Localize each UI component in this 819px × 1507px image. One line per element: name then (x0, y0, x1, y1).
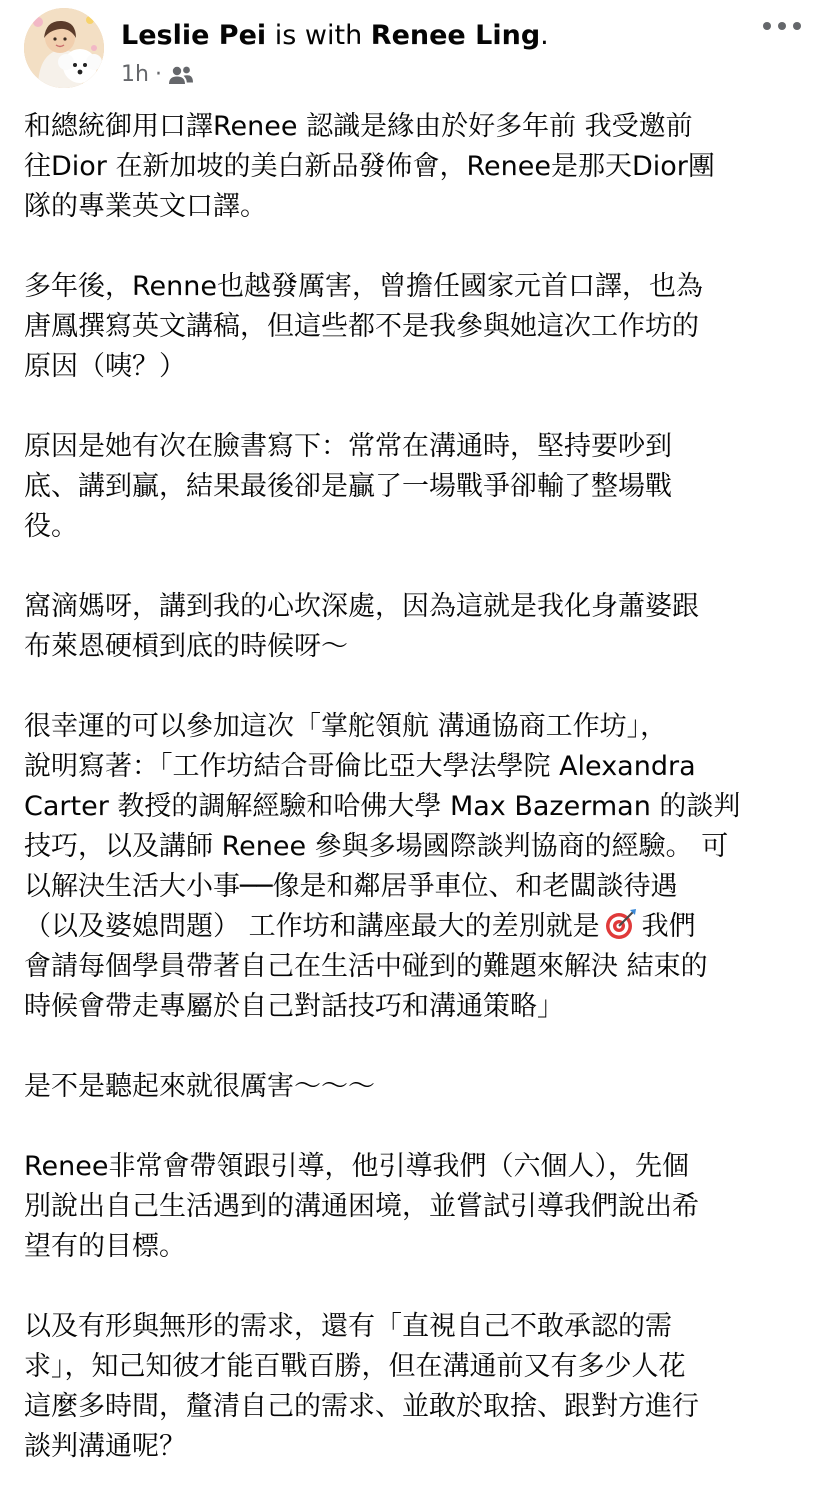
post-author-line (121, 18, 549, 54)
text-line: 和總統御用口譯Renee 認識是緣由於好多年前 我受邀前 (24, 111, 693, 142)
text-line: 說明寫著：「工作坊結合哥倫比亞大學法學院 Alexandra (24, 751, 696, 782)
text-line: Renee非常會帶領跟引導，他引導我們（六個人），先個 (24, 1151, 689, 1182)
text-line: 求」，知己知彼才能百戰百勝，但在溝通前又有多少人花 (24, 1351, 686, 1382)
text-line: 以解決生活大小事──像是和鄰居爭車位、和老闆談待遇 (24, 871, 678, 902)
text-line: 原因（咦？） (24, 351, 186, 382)
target-emoji-icon (604, 907, 638, 941)
text-line: 隊的專業英文口譯。 (24, 191, 267, 222)
text-line: 很幸運的可以參加這次「掌舵領航 溝通協商工作坊」， (24, 711, 668, 742)
text-line: 唐鳳撰寫英文講稿，但這些都不是我參與她這次工作坊的 (24, 311, 699, 342)
emoji-line-after: 我們 (641, 911, 696, 942)
text-line: 窩滴媽呀，講到我的心坎深處，因為這就是我化身蕭婆跟 (24, 591, 699, 622)
author-avatar[interactable] (24, 8, 104, 88)
post-paragraph (24, 1067, 804, 1107)
text-line: 是不是聽起來就很厲害～～～ (24, 1071, 375, 1102)
text-line: 往Dior 在新加坡的美白新品發佈會，Renee是那天Dior團 (24, 151, 715, 182)
post-paragraph (24, 707, 804, 1027)
text-line: 這麼多時間，釐清自己的需求、並敢於取捨、跟對方進行 (24, 1391, 699, 1422)
text-line: 原因是她有次在臉書寫下：常常在溝通時，堅持要吵到 (24, 431, 672, 462)
more-options-icon[interactable] (763, 14, 801, 38)
meta-separator: · (154, 62, 162, 87)
tagged-person-name[interactable]: Renee Ling (370, 20, 541, 51)
post-paragraph (24, 587, 804, 667)
author-name[interactable]: Leslie Pei (121, 20, 267, 51)
post-meta (121, 60, 194, 90)
post-paragraph (24, 1147, 804, 1267)
text-line-with-emoji (24, 907, 804, 947)
text-line: 布萊恩硬槓到底的時候呀～ (24, 631, 348, 662)
emoji-line-before: （以及婆媳問題） 工作坊和講座最大的差別就是 (24, 911, 600, 942)
text-line: 會請每個學員帶著自己在生活中碰到的難題來解決 結束的 (24, 951, 708, 982)
text-line: 技巧，以及講師 Renee 參與多場國際談判協商的經驗。 可 (24, 831, 729, 862)
author-line-period: . (540, 20, 549, 51)
text-line: Carter 教授的調解經驗和哈佛大學 Max Bazerman 的談判 (24, 791, 741, 822)
post-paragraph (24, 427, 804, 547)
post-paragraph (24, 1307, 804, 1467)
post-header (0, 0, 819, 100)
post-paragraph (24, 267, 804, 387)
post-paragraph (24, 107, 804, 227)
more-dot (778, 22, 786, 30)
text-line: 底、講到贏，結果最後卻是贏了一場戰爭卻輸了整場戰 (24, 471, 672, 502)
text-line: 望有的目標。 (24, 1231, 186, 1262)
text-line: 別說出自己生活遇到的溝通困境，並嘗試引導我們說出希 (24, 1191, 699, 1222)
post-timestamp[interactable]: 1h (121, 62, 149, 87)
text-line: 以及有形與無形的需求，還有「直視自己不敢承認的需 (24, 1311, 672, 1342)
more-dot (763, 22, 771, 30)
post-body-text (24, 107, 804, 1467)
more-dot (793, 22, 801, 30)
text-line: 役。 (24, 511, 78, 542)
friends-audience-icon[interactable] (168, 64, 194, 86)
text-line: 談判溝通呢？ (24, 1431, 186, 1462)
with-text: is with (274, 20, 363, 51)
text-line: 多年後，Renne也越發厲害，曾擔任國家元首口譯，也為 (24, 271, 703, 302)
text-line: 時候會帶走專屬於自己對話技巧和溝通策略」 (24, 991, 564, 1022)
